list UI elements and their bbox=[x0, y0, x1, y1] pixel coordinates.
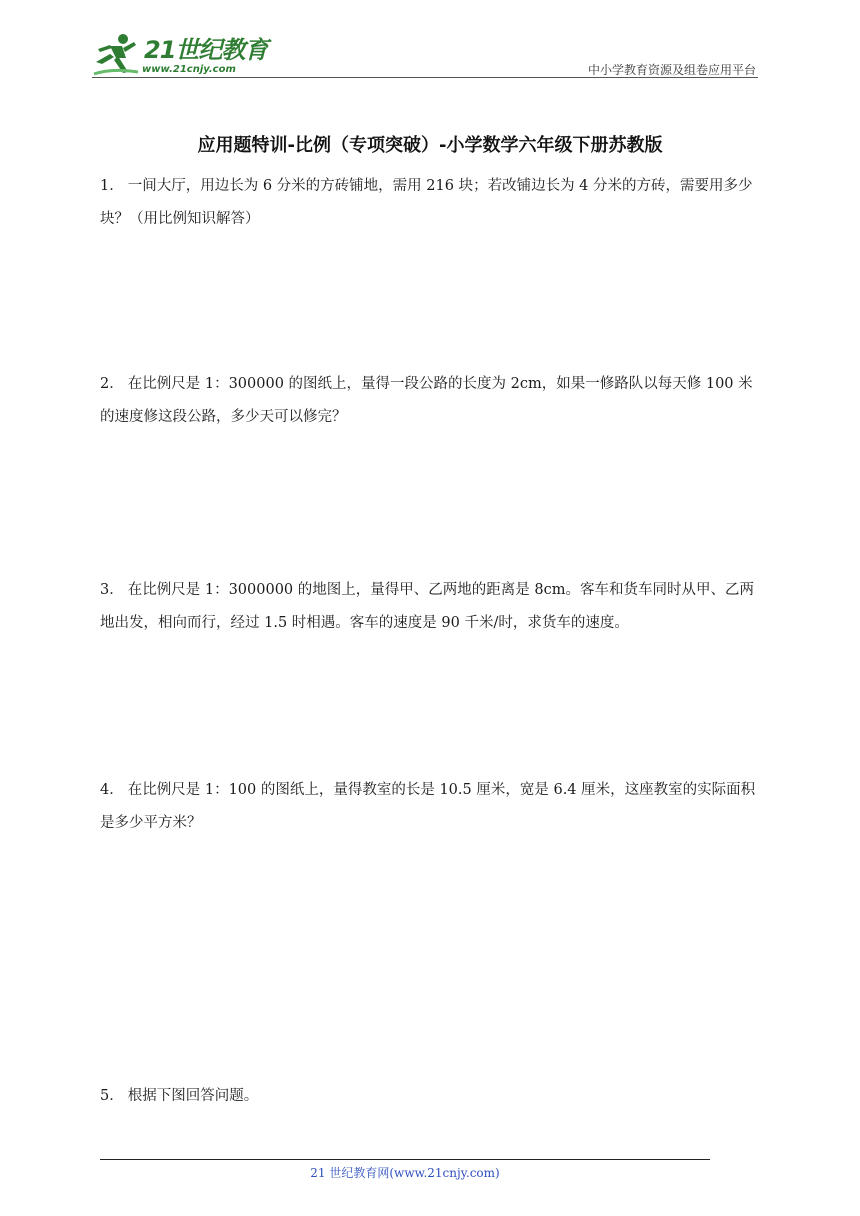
question-text: 在比例尺是 1：100 的图纸上，量得教室的长是 10.5 厘米，宽是 6.4 厘米，这座教室的实际面积是多少平方米？ bbox=[100, 782, 756, 831]
header-divider bbox=[92, 77, 758, 78]
question-number: 5． bbox=[100, 1088, 124, 1104]
question-3 bbox=[100, 574, 762, 640]
logo-text: 21世纪教育 bbox=[144, 36, 268, 64]
document-title: 应用题特训-比例（专项突破）-小学数学六年级下册苏教版 bbox=[197, 135, 663, 156]
footer-divider bbox=[100, 1159, 710, 1160]
page-header bbox=[92, 30, 758, 78]
platform-label: 中小学教育资源及组卷应用平台 bbox=[587, 63, 756, 77]
question-text: 一间大厅，用边长为 6 分米的方砖铺地，需用 216 块；若改铺边长为 4 分米的方砖，需要用多少块？（用比例知识解答） bbox=[100, 178, 753, 227]
question-2 bbox=[100, 368, 762, 434]
question-number: 3． bbox=[100, 582, 124, 598]
question-number: 2． bbox=[100, 376, 124, 392]
question-1 bbox=[100, 170, 762, 236]
logo-url: www.21cnjy.com bbox=[142, 64, 236, 75]
footer-link[interactable]: 21 世纪教育网(www.21cnjy.com) bbox=[310, 1166, 500, 1180]
question-text: 在比例尺是 1：3000000 的地图上，量得甲、乙两地的距离是 8cm。客车和货车同时从甲、乙两地出发，相向而行，经过 1.5 时相遇。客车的速度是 90 千米/时，求货车的速度。 bbox=[100, 582, 754, 631]
question-text: 在比例尺是 1：300000 的图纸上，量得一段公路的长度为 2cm，如果一修路队以每天修 100 米的速度修这段公路，多少天可以修完？ bbox=[100, 376, 753, 425]
question-number: 4． bbox=[100, 782, 124, 798]
question-5 bbox=[100, 1080, 762, 1113]
runner-logo-icon bbox=[92, 32, 142, 76]
question-number: 1． bbox=[100, 178, 124, 194]
question-text: 根据下图回答问题。 bbox=[127, 1088, 259, 1104]
logo bbox=[92, 32, 268, 78]
question-4 bbox=[100, 774, 762, 840]
